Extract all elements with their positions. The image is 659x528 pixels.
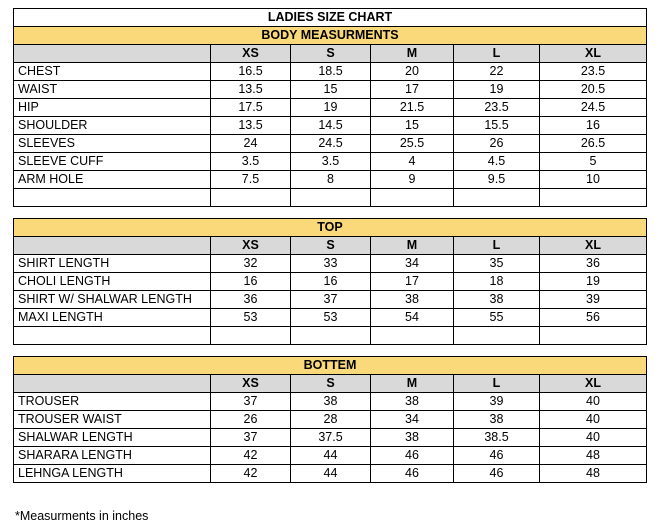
- chart-title-row: [14, 9, 647, 27]
- measurement-value: 44: [291, 465, 371, 483]
- measurement-value: 44: [291, 447, 371, 465]
- size-header-cell: XS: [211, 45, 291, 63]
- measurement-value: 13.5: [211, 117, 291, 135]
- measurement-label: CHOLI LENGTH: [14, 273, 211, 291]
- empty-cell: [14, 327, 211, 345]
- measurement-value: 17: [371, 81, 454, 99]
- measurement-label: WAIST: [14, 81, 211, 99]
- size-header-row: [14, 237, 647, 255]
- size-header-cell: M: [371, 237, 454, 255]
- measurement-value: 24.5: [291, 135, 371, 153]
- measurement-value: 40: [540, 429, 647, 447]
- measurement-value: 35: [454, 255, 540, 273]
- measurement-row: [14, 465, 647, 483]
- measurement-value: 26: [211, 411, 291, 429]
- measurement-value: 21.5: [371, 99, 454, 117]
- measurement-value: 16: [540, 117, 647, 135]
- size-header-cell: S: [291, 375, 371, 393]
- measurement-value: 10: [540, 171, 647, 189]
- measurement-value: 22: [454, 63, 540, 81]
- size-header-cell: M: [371, 45, 454, 63]
- measurement-label: ARM HOLE: [14, 171, 211, 189]
- measurement-value: 15: [291, 81, 371, 99]
- empty-cell: [540, 189, 647, 207]
- measurement-value: 16.5: [211, 63, 291, 81]
- size-header-cell: L: [454, 45, 540, 63]
- measurement-value: 32: [211, 255, 291, 273]
- measurement-value: 42: [211, 447, 291, 465]
- measurement-row: [14, 309, 647, 327]
- measurement-value: 38: [371, 393, 454, 411]
- measurement-value: 4.5: [454, 153, 540, 171]
- measurement-value: 20.5: [540, 81, 647, 99]
- measurement-row: [14, 255, 647, 273]
- measurement-value: 37: [211, 429, 291, 447]
- measurement-label: SHIRT W/ SHALWAR LENGTH: [14, 291, 211, 309]
- measurement-value: 34: [371, 255, 454, 273]
- empty-cell: [454, 189, 540, 207]
- measurement-value: 26.5: [540, 135, 647, 153]
- measurement-value: 5: [540, 153, 647, 171]
- size-header-cell: S: [291, 237, 371, 255]
- empty-cell: [211, 327, 291, 345]
- size-header-cell: XS: [211, 237, 291, 255]
- empty-cell: [454, 327, 540, 345]
- measurement-label: CHEST: [14, 63, 211, 81]
- measurement-value: 48: [540, 465, 647, 483]
- measurement-value: 26: [454, 135, 540, 153]
- measurement-value: 9: [371, 171, 454, 189]
- measurement-value: 37: [211, 393, 291, 411]
- measurement-value: 18.5: [291, 63, 371, 81]
- measurement-value: 23.5: [540, 63, 647, 81]
- measurement-label: TROUSER WAIST: [14, 411, 211, 429]
- measurement-value: 19: [540, 273, 647, 291]
- measurement-value: 23.5: [454, 99, 540, 117]
- measurement-value: 56: [540, 309, 647, 327]
- measurement-row: [14, 81, 647, 99]
- empty-row: [14, 189, 647, 207]
- measurement-row: [14, 117, 647, 135]
- measurement-value: 38.5: [454, 429, 540, 447]
- measurement-row: [14, 63, 647, 81]
- size-header-cell: M: [371, 375, 454, 393]
- measurement-value: 38: [371, 291, 454, 309]
- measurement-value: 39: [540, 291, 647, 309]
- measurement-value: 46: [454, 465, 540, 483]
- measurement-label: LEHNGA LENGTH: [14, 465, 211, 483]
- measurement-value: 19: [454, 81, 540, 99]
- measurement-value: 8: [291, 171, 371, 189]
- size-header-cell: XS: [211, 375, 291, 393]
- empty-row: [14, 327, 647, 345]
- measurement-value: 19: [291, 99, 371, 117]
- measurement-value: 53: [291, 309, 371, 327]
- size-chart-body: [14, 9, 647, 483]
- measurement-label: SHOULDER: [14, 117, 211, 135]
- measurement-value: 42: [211, 465, 291, 483]
- section-title-row: [14, 357, 647, 375]
- section-gap: [14, 207, 647, 219]
- header-blank-cell: [14, 237, 211, 255]
- measurement-row: [14, 429, 647, 447]
- section-title: TOP: [14, 219, 647, 237]
- header-blank-cell: [14, 375, 211, 393]
- measurement-label: SHARARA LENGTH: [14, 447, 211, 465]
- measurement-value: 33: [291, 255, 371, 273]
- size-header-cell: L: [454, 237, 540, 255]
- measurement-label: TROUSER: [14, 393, 211, 411]
- measurement-value: 9.5: [454, 171, 540, 189]
- measurement-value: 14.5: [291, 117, 371, 135]
- measurement-value: 48: [540, 447, 647, 465]
- measurement-value: 38: [291, 393, 371, 411]
- measurement-value: 7.5: [211, 171, 291, 189]
- measurement-value: 15: [371, 117, 454, 135]
- measurement-value: 18: [454, 273, 540, 291]
- measurement-row: [14, 135, 647, 153]
- measurement-value: 16: [291, 273, 371, 291]
- measurement-value: 36: [540, 255, 647, 273]
- measurement-row: [14, 411, 647, 429]
- measurement-value: 15.5: [454, 117, 540, 135]
- empty-cell: [540, 327, 647, 345]
- measurement-label: HIP: [14, 99, 211, 117]
- measurement-value: 54: [371, 309, 454, 327]
- measurement-value: 46: [371, 447, 454, 465]
- measurement-value: 40: [540, 393, 647, 411]
- section-title: BOTTEM: [14, 357, 647, 375]
- measurement-row: [14, 273, 647, 291]
- size-header-row: [14, 45, 647, 63]
- empty-cell: [211, 189, 291, 207]
- size-header-cell: L: [454, 375, 540, 393]
- size-header-cell: XL: [540, 45, 647, 63]
- size-chart: [13, 8, 647, 483]
- measurement-label: MAXI LENGTH: [14, 309, 211, 327]
- gap-cell: [14, 207, 647, 219]
- gap-cell: [14, 345, 647, 357]
- empty-cell: [371, 189, 454, 207]
- measurement-label: SLEEVE CUFF: [14, 153, 211, 171]
- section-title-row: [14, 27, 647, 45]
- measurement-value: 20: [371, 63, 454, 81]
- measurement-value: 46: [454, 447, 540, 465]
- empty-cell: [14, 189, 211, 207]
- measurement-value: 13.5: [211, 81, 291, 99]
- empty-cell: [291, 189, 371, 207]
- measurement-value: 55: [454, 309, 540, 327]
- measurement-row: [14, 171, 647, 189]
- measurement-value: 3.5: [291, 153, 371, 171]
- measurement-value: 38: [454, 411, 540, 429]
- measurement-row: [14, 447, 647, 465]
- size-header-cell: XL: [540, 237, 647, 255]
- size-header-row: [14, 375, 647, 393]
- section-title-row: [14, 219, 647, 237]
- measurement-row: [14, 291, 647, 309]
- section-gap: [14, 345, 647, 357]
- measurement-value: 4: [371, 153, 454, 171]
- measurement-value: 24.5: [540, 99, 647, 117]
- measurement-value: 39: [454, 393, 540, 411]
- measurement-value: 53: [211, 309, 291, 327]
- measurement-value: 38: [371, 429, 454, 447]
- measurement-value: 17.5: [211, 99, 291, 117]
- measurement-value: 40: [540, 411, 647, 429]
- chart-title: LADIES SIZE CHART: [14, 9, 647, 27]
- measurement-value: 25.5: [371, 135, 454, 153]
- measurement-value: 17: [371, 273, 454, 291]
- section-title: BODY MEASURMENTS: [14, 27, 647, 45]
- measurement-value: 24: [211, 135, 291, 153]
- measurement-label: SLEEVES: [14, 135, 211, 153]
- measurement-value: 28: [291, 411, 371, 429]
- empty-cell: [291, 327, 371, 345]
- measurement-label: SHALWAR LENGTH: [14, 429, 211, 447]
- measurement-label: SHIRT LENGTH: [14, 255, 211, 273]
- measurement-value: 46: [371, 465, 454, 483]
- size-header-cell: XL: [540, 375, 647, 393]
- size-chart-table: [13, 8, 647, 483]
- empty-cell: [371, 327, 454, 345]
- footnote: *Measurments in inches: [15, 509, 149, 523]
- measurement-value: 3.5: [211, 153, 291, 171]
- measurement-row: [14, 393, 647, 411]
- size-header-cell: S: [291, 45, 371, 63]
- measurement-row: [14, 99, 647, 117]
- measurement-value: 38: [454, 291, 540, 309]
- measurement-value: 37: [291, 291, 371, 309]
- measurement-value: 16: [211, 273, 291, 291]
- measurement-row: [14, 153, 647, 171]
- measurement-value: 34: [371, 411, 454, 429]
- measurement-value: 36: [211, 291, 291, 309]
- measurement-value: 37.5: [291, 429, 371, 447]
- header-blank-cell: [14, 45, 211, 63]
